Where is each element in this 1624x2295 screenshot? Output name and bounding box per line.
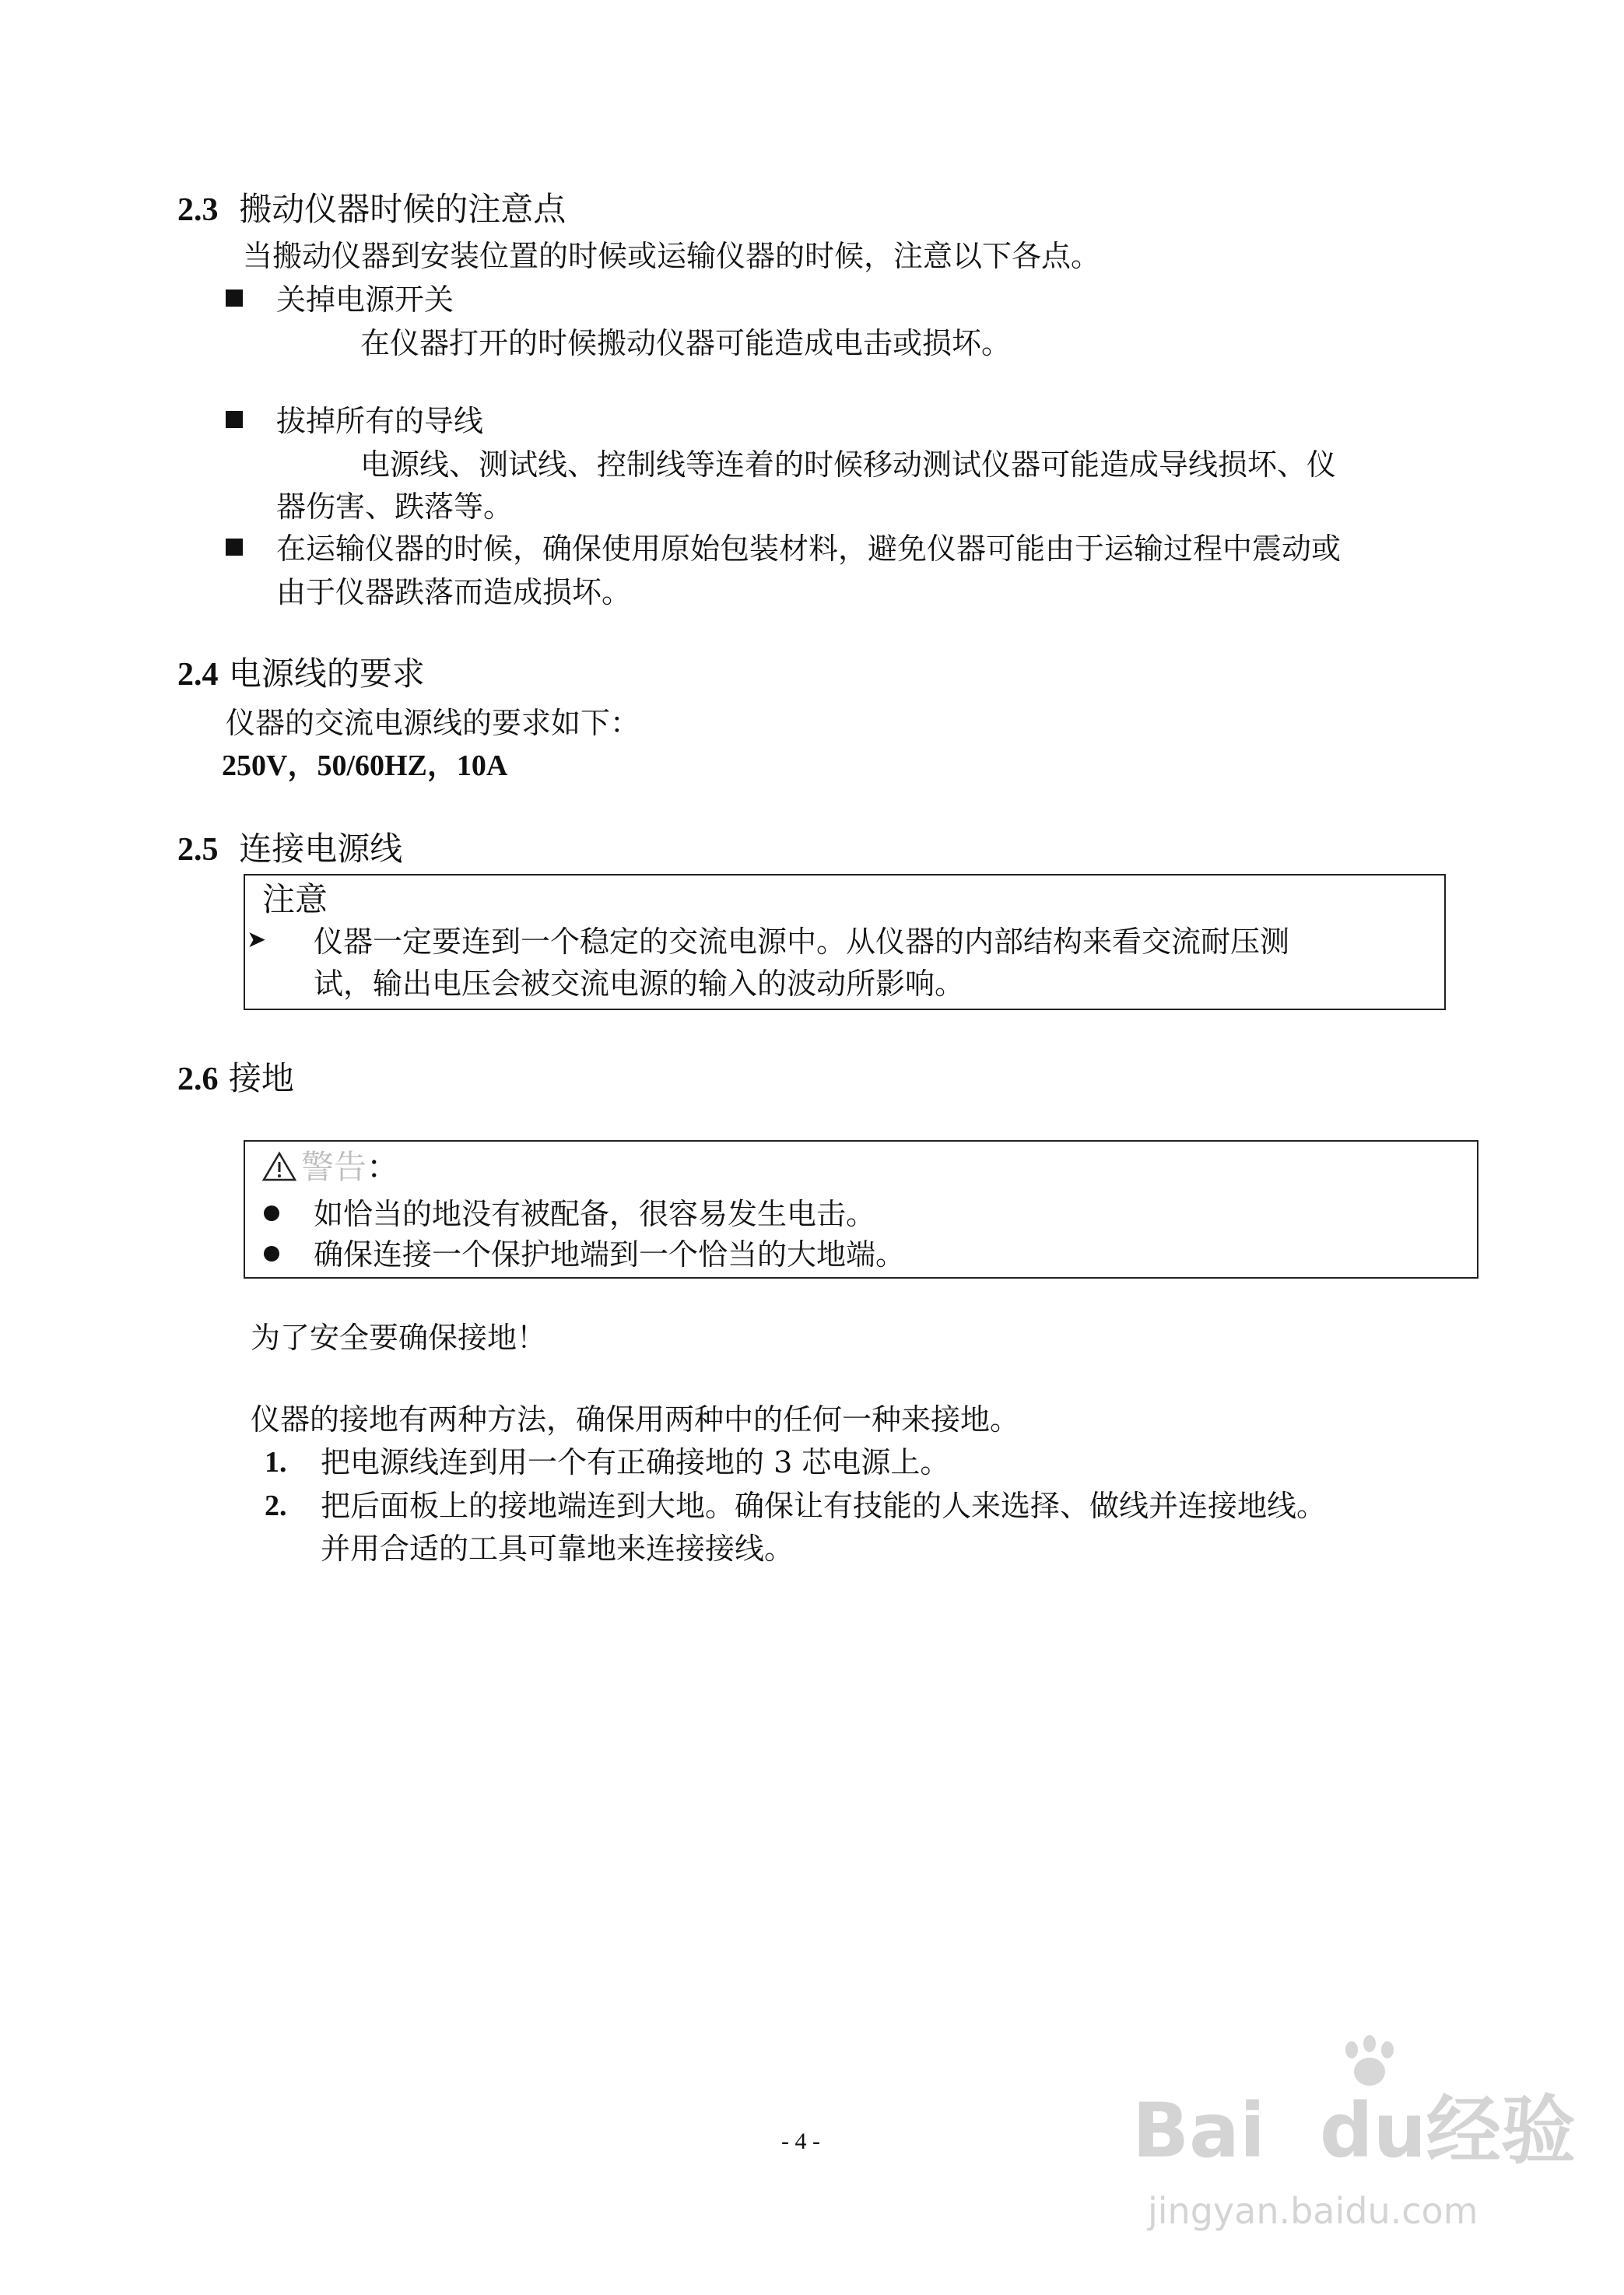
warning-box (244, 1140, 1478, 1279)
grounding-intro: 仪器的接地有两种方法，确保用两种中的任何一种来接地。 (251, 1402, 1020, 1437)
item-description-cont: 器伤害、跌落等。 (276, 490, 514, 524)
section-title: 接地 (228, 1059, 294, 1097)
item-description: 电源线、测试线、控制线等连着的时候移动测试仪器可能造成导线损坏、仪 (360, 447, 1337, 482)
list-number: 2. (265, 1490, 287, 1522)
section-2-6-heading (177, 1059, 294, 1097)
section-2-4-heading (177, 654, 425, 693)
section-number: 2.5 (177, 832, 219, 868)
list-item-cont: 并用合适的工具可靠地来连接接线。 (321, 1532, 794, 1566)
warning-title: 警告： (301, 1148, 400, 1186)
arrow-bullet-icon: ➤ (247, 926, 267, 953)
warning-item: 确保连接一个保护地端到一个恰当的大地端。 (314, 1237, 906, 1272)
note-box (244, 874, 1446, 1010)
note-text: 仪器一定要连到一个稳定的交流电源中。从仪器的内部结构来看交流耐压测 (314, 925, 1290, 959)
watermark-brand: Bai (1132, 2087, 1265, 2174)
item-label: 关掉电源开关 (276, 282, 454, 317)
section-number: 2.6 (177, 1062, 219, 1097)
list-item: 把后面板上的接地端连到大地。确保让有技能的人来选择、做线并连接地线。 (321, 1489, 1327, 1523)
section-number: 2.3 (177, 192, 219, 228)
section-2-4-intro: 仪器的交流电源线的要求如下： (226, 706, 640, 740)
list-item: 把电源线连到用一个有正确接地的 3 芯电源上。 (321, 1445, 950, 1479)
note-text-cont: 试，输出电压会被交流电源的输入的波动所影响。 (314, 967, 965, 1001)
section-title: 搬动仪器时候的注意点 (239, 190, 566, 228)
bullet-dot-icon (264, 1205, 279, 1223)
watermark-brand2: du (1319, 2087, 1426, 2174)
paw-logo-icon (1335, 2033, 1405, 2095)
item-text-cont: 由于仪器跌落而造成损坏。 (276, 575, 632, 609)
item-text: 在运输仪器的时候，确保使用原始包装材料，避免仪器可能由于运输过程中震动或 (276, 532, 1342, 566)
watermark-cn: 经验 (1426, 2087, 1576, 2174)
note-title: 注意 (262, 880, 328, 918)
bullet-square-icon (226, 539, 243, 558)
warning-item: 如恰当的地没有被配备，很容易发生电击。 (314, 1197, 876, 1231)
bullet-dot-icon (264, 1246, 279, 1264)
warning-triangle-icon (262, 1151, 296, 1182)
power-spec: 250V，50/60HZ，10A (222, 749, 508, 782)
watermark-url: jingyan.baidu.com (1148, 2190, 1478, 2232)
item-description: 在仪器打开的时候搬动仪器可能造成电击或损坏。 (360, 326, 1012, 360)
section-title: 连接电源线 (239, 830, 403, 868)
list-number: 1. (265, 1446, 287, 1479)
section-title: 电源线的要求 (228, 654, 425, 693)
section-2-3-heading (177, 190, 566, 228)
safety-note: 为了安全要确保接地！ (251, 1321, 547, 1355)
section-2-5-heading (177, 830, 403, 868)
item-label: 拔掉所有的导线 (276, 404, 484, 438)
section-2-3-intro: 当搬动仪器到安装位置的时候或运输仪器的时候，注意以下各点。 (243, 239, 1101, 273)
page-number: - 4 - (781, 2128, 820, 2154)
bullet-square-icon (226, 290, 243, 309)
section-number: 2.4 (177, 657, 219, 693)
bullet-square-icon (226, 411, 243, 430)
